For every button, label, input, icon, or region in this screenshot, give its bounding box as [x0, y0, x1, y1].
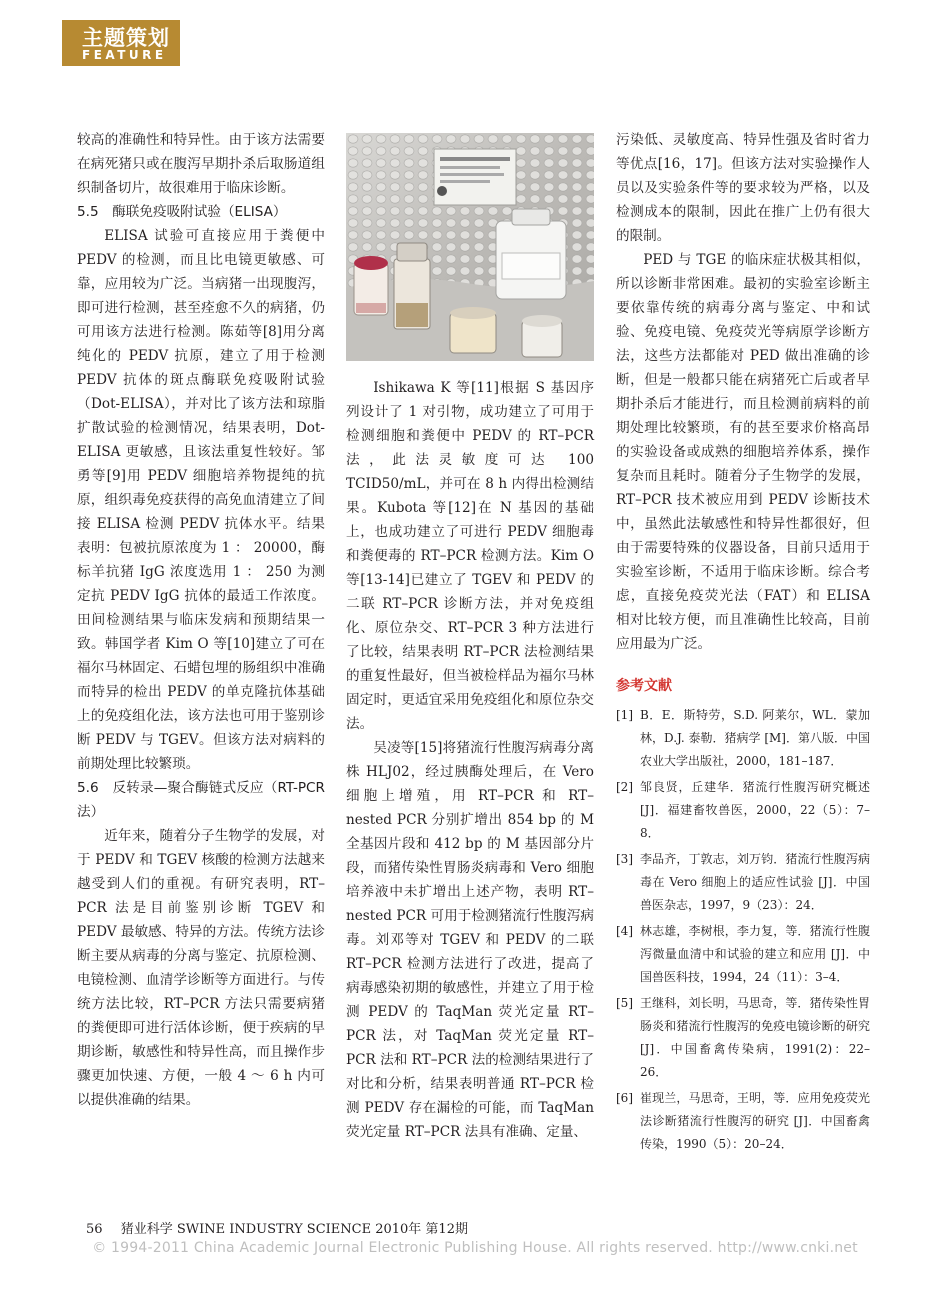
lab-kit-photo	[346, 133, 594, 361]
reference-text: 崔现兰，马思奇，王明，等．应用免疫荧光法诊断猪流行性腹泻的研究 [J]．中国畜禽传染，1990（5）：20–24．	[640, 1091, 870, 1151]
column-left	[77, 128, 325, 1112]
column-right	[616, 128, 870, 1159]
paragraph: 较高的准确性和特异性。由于该方法需要在病死猪只或在腹泻早期扑杀后取肠道组织制备切片，故很难用于临床诊断。	[77, 132, 325, 196]
section-heading-5-6: 5.6 反转录—聚合酶链式反应（RT-PCR 法）	[77, 780, 325, 820]
paragraph: 近年来，随着分子生物学的发展，对于 PEDV 和 TGEV 核酸的检测方法越来越受到人们的重视。有研究表明，RT–PCR 法是目前鉴别诊断 TGEV 和 PEDV 最敏感、特异的方法。传统方法诊断主要从病毒的分离与鉴定、抗原检测、电镜检测、血清学诊断等方面进行。与传统方法比较，RT–PCR 方法只需要病猪的粪便即可进行活体诊断，便于疾病的早期诊断，敏感性和特异性高，而且操作步骤更加快速、方便，一般 4 ～ 6 h 内可以提供准确的结果。	[77, 828, 325, 1108]
paragraph: ELISA 试验可直接应用于粪便中 PEDV 的检测，而且比电镜更敏感、可靠，应用较为广泛。当病猪一出现腹泻，即可进行检测，甚至痊愈不久的病猪，仍可用该方法进行检测。陈茹等[8]用分离纯化的 PEDV 抗原，建立了用于检测 PEDV 抗体的斑点酶联免疫吸附试验（Dot-ELISA），并对比了该方法和琼脂扩散试验的检测情况，结果表明，Dot-ELISA 更敏感，且该法重复性较好。邹勇等[9]用 PEDV 细胞培养物提纯的抗原，组织毒免疫获得的高免血清建立了间接 ELISA 检测 PEDV 抗体水平。结果表明：包被抗原浓度为 1 ： 20000，酶标羊抗猪 IgG 浓度选用 1 ： 250 为测定抗 PEDV IgG 抗体的最适工作浓度。田间检测结果与临床发病和预期结果一致。韩国学者 Kim O 等[10]建立了可在福尔马林固定、石蜡包埋的肠组织中准确而特异的检出 PEDV 的单克隆抗体基础上的免疫组化法，该方法也可用于鉴别诊断 PEDV 与 TGEV。但该方法对病料的前期处理比较繁琐。	[77, 228, 325, 772]
reference-text: B．E．斯特劳，S.D. 阿莱尔，WL．蒙加林，D.J. 泰勒．猪病学 [M]．第八版．中国农业大学出版社，2000，181–187．	[640, 708, 870, 768]
reference-item	[616, 848, 870, 917]
reference-text: 邹良贤，丘建华．猪流行性腹泻研究概述 [J]．福建畜牧兽医，2000，22（5）：7–8．	[640, 780, 870, 840]
paragraph: 吴凌等[15]将猪流行性腹泻病毒分离株 HLJ02，经过胰酶处理后，在 Vero 细胞上增殖，用 RT–PCR 和 RT–nested PCR 分别扩增出 854 bp 的 M 全基因片段和 412 bp 的 M 基因部分片段，而猪传染性胃肠炎病毒和 Vero 细胞培养液中未扩增出上述产物，表明 RT–nested PCR 可用于检测猪流行性腹泻病毒。刘邓等对 TGEV 和 PEDV 的二联 RT–PCR 检测方法进行了改进，提高了病毒感染初期的敏感性，并建立了用于检测 PEDV 的 TaqMan 荧光定量 RT–PCR 法，对 TaqMan 荧光定量 RT–PCR 法和 RT–PCR 法的检测结果进行了对比和分析，结果表明普通 RT–PCR 检测 PEDV 存在漏检的可能，而 TaqMan 荧光定量 RT–PCR 法具有准确、定量、	[346, 740, 594, 1140]
reference-item	[616, 920, 870, 989]
references-list	[616, 704, 870, 1156]
reference-number: [4]	[616, 924, 633, 938]
reference-item	[616, 992, 870, 1084]
journal-name: 猪业科学 SWINE INDUSTRY SCIENCE 2010年 第12期	[120, 1222, 468, 1237]
references-heading: 参考文献	[616, 678, 672, 694]
section-title-cn: 主题策划	[82, 26, 170, 50]
reference-text: 李品齐，丁敦志，刘万钧．猪流行性腹泻病毒在 Vero 细胞上的适应性试验 [J]．中国兽医杂志，1997，9（23）：24．	[640, 852, 870, 912]
page-number: 56	[86, 1222, 103, 1237]
section-title-en: FEATURE	[82, 48, 167, 62]
reference-number: [3]	[616, 852, 633, 866]
copyright-notice: © 1994-2011 China Academic Journal Electronic Publishing House. All rights reserved. http://www.cnki.net	[92, 1240, 858, 1256]
reference-item	[616, 704, 870, 773]
reference-item	[616, 776, 870, 845]
lab-kit-illustration	[346, 133, 594, 361]
reference-text: 林志雄，李树根，李力复，等．猪流行性腹泻微量血清中和试验的建立和应用 [J]．中国兽医科技，1994，24（11）：3–4．	[640, 924, 870, 984]
section-banner	[62, 20, 180, 66]
column-middle	[346, 376, 594, 1144]
reference-number: [2]	[616, 780, 633, 794]
reference-item	[616, 1087, 870, 1156]
section-heading-5-5: 5.5 酶联免疫吸附试验（ELISA）	[77, 204, 287, 220]
reference-number: [1]	[616, 708, 633, 722]
reference-text: 王继科，刘长明，马思奇，等．猪传染性胃肠炎和猪流行性腹泻的免疫电镜诊断的研究 [J]．中国畜禽传染病，1991(2)：22–26．	[640, 996, 870, 1079]
paragraph: PED 与 TGE 的临床症状极其相似，所以诊断非常困难。最初的实验室诊断主要依靠传统的病毒分离与鉴定、中和试验、免疫电镜、免疫荧光等病原学诊断方法，这些方法都能对 PED 做出准确的诊断，但是一般都只能在病猪死亡后或者早期扑杀后才能进行，而且检测前病料的前期处理比较繁琐，有的甚至要求价格高昂的实验设备或成熟的细胞培养体系，操作复杂而且耗时。随着分子生物学的发展，RT–PCR 技术被应用到 PEDV 诊断技术中，虽然此法敏感性和特异性都很好，但由于需要特殊的仪器设备，目前只适用于实验室诊断，不适用于临床诊断。综合考虑，直接免疫荧光法（FAT）和 ELISA 相对比较方便，而且准确性比较高，目前应用最为广泛。	[616, 252, 870, 652]
paragraph: Ishikawa K 等[11]根据 S 基因序列设计了 1 对引物，成功建立了可用于检测细胞和粪便中 PEDV 的 RT–PCR 法，此法灵敏度可达 100 TCID50/mL，并可在 8 h 内得出检测结果。Kubota 等[12]在 N 基因的基础上，也成功建立了可进行 PEDV 细胞毒和粪便毒的 RT–PCR 检测方法。Kim O 等[13-14]已建立了 TGEV 和 PEDV 的二联 RT–PCR 诊断方法，并对免疫组化、原位杂交、RT–PCR 3 种方法进行了比较，结果表明 RT–PCR 法检测结果的重复性最好，但当被检样品为福尔马林固定时，更适宜采用免疫组化和原位杂交法。	[346, 380, 594, 732]
paragraph: 污染低、灵敏度高、特异性强及省时省力等优点[16，17]。但该方法对实验操作人员以及实验条件等的要求较为严格，以及检测成本的限制，因此在推广上仍有很大的限制。	[616, 132, 870, 244]
page-footer	[86, 1218, 468, 1237]
reference-number: [6]	[616, 1091, 633, 1105]
reference-number: [5]	[616, 996, 633, 1010]
